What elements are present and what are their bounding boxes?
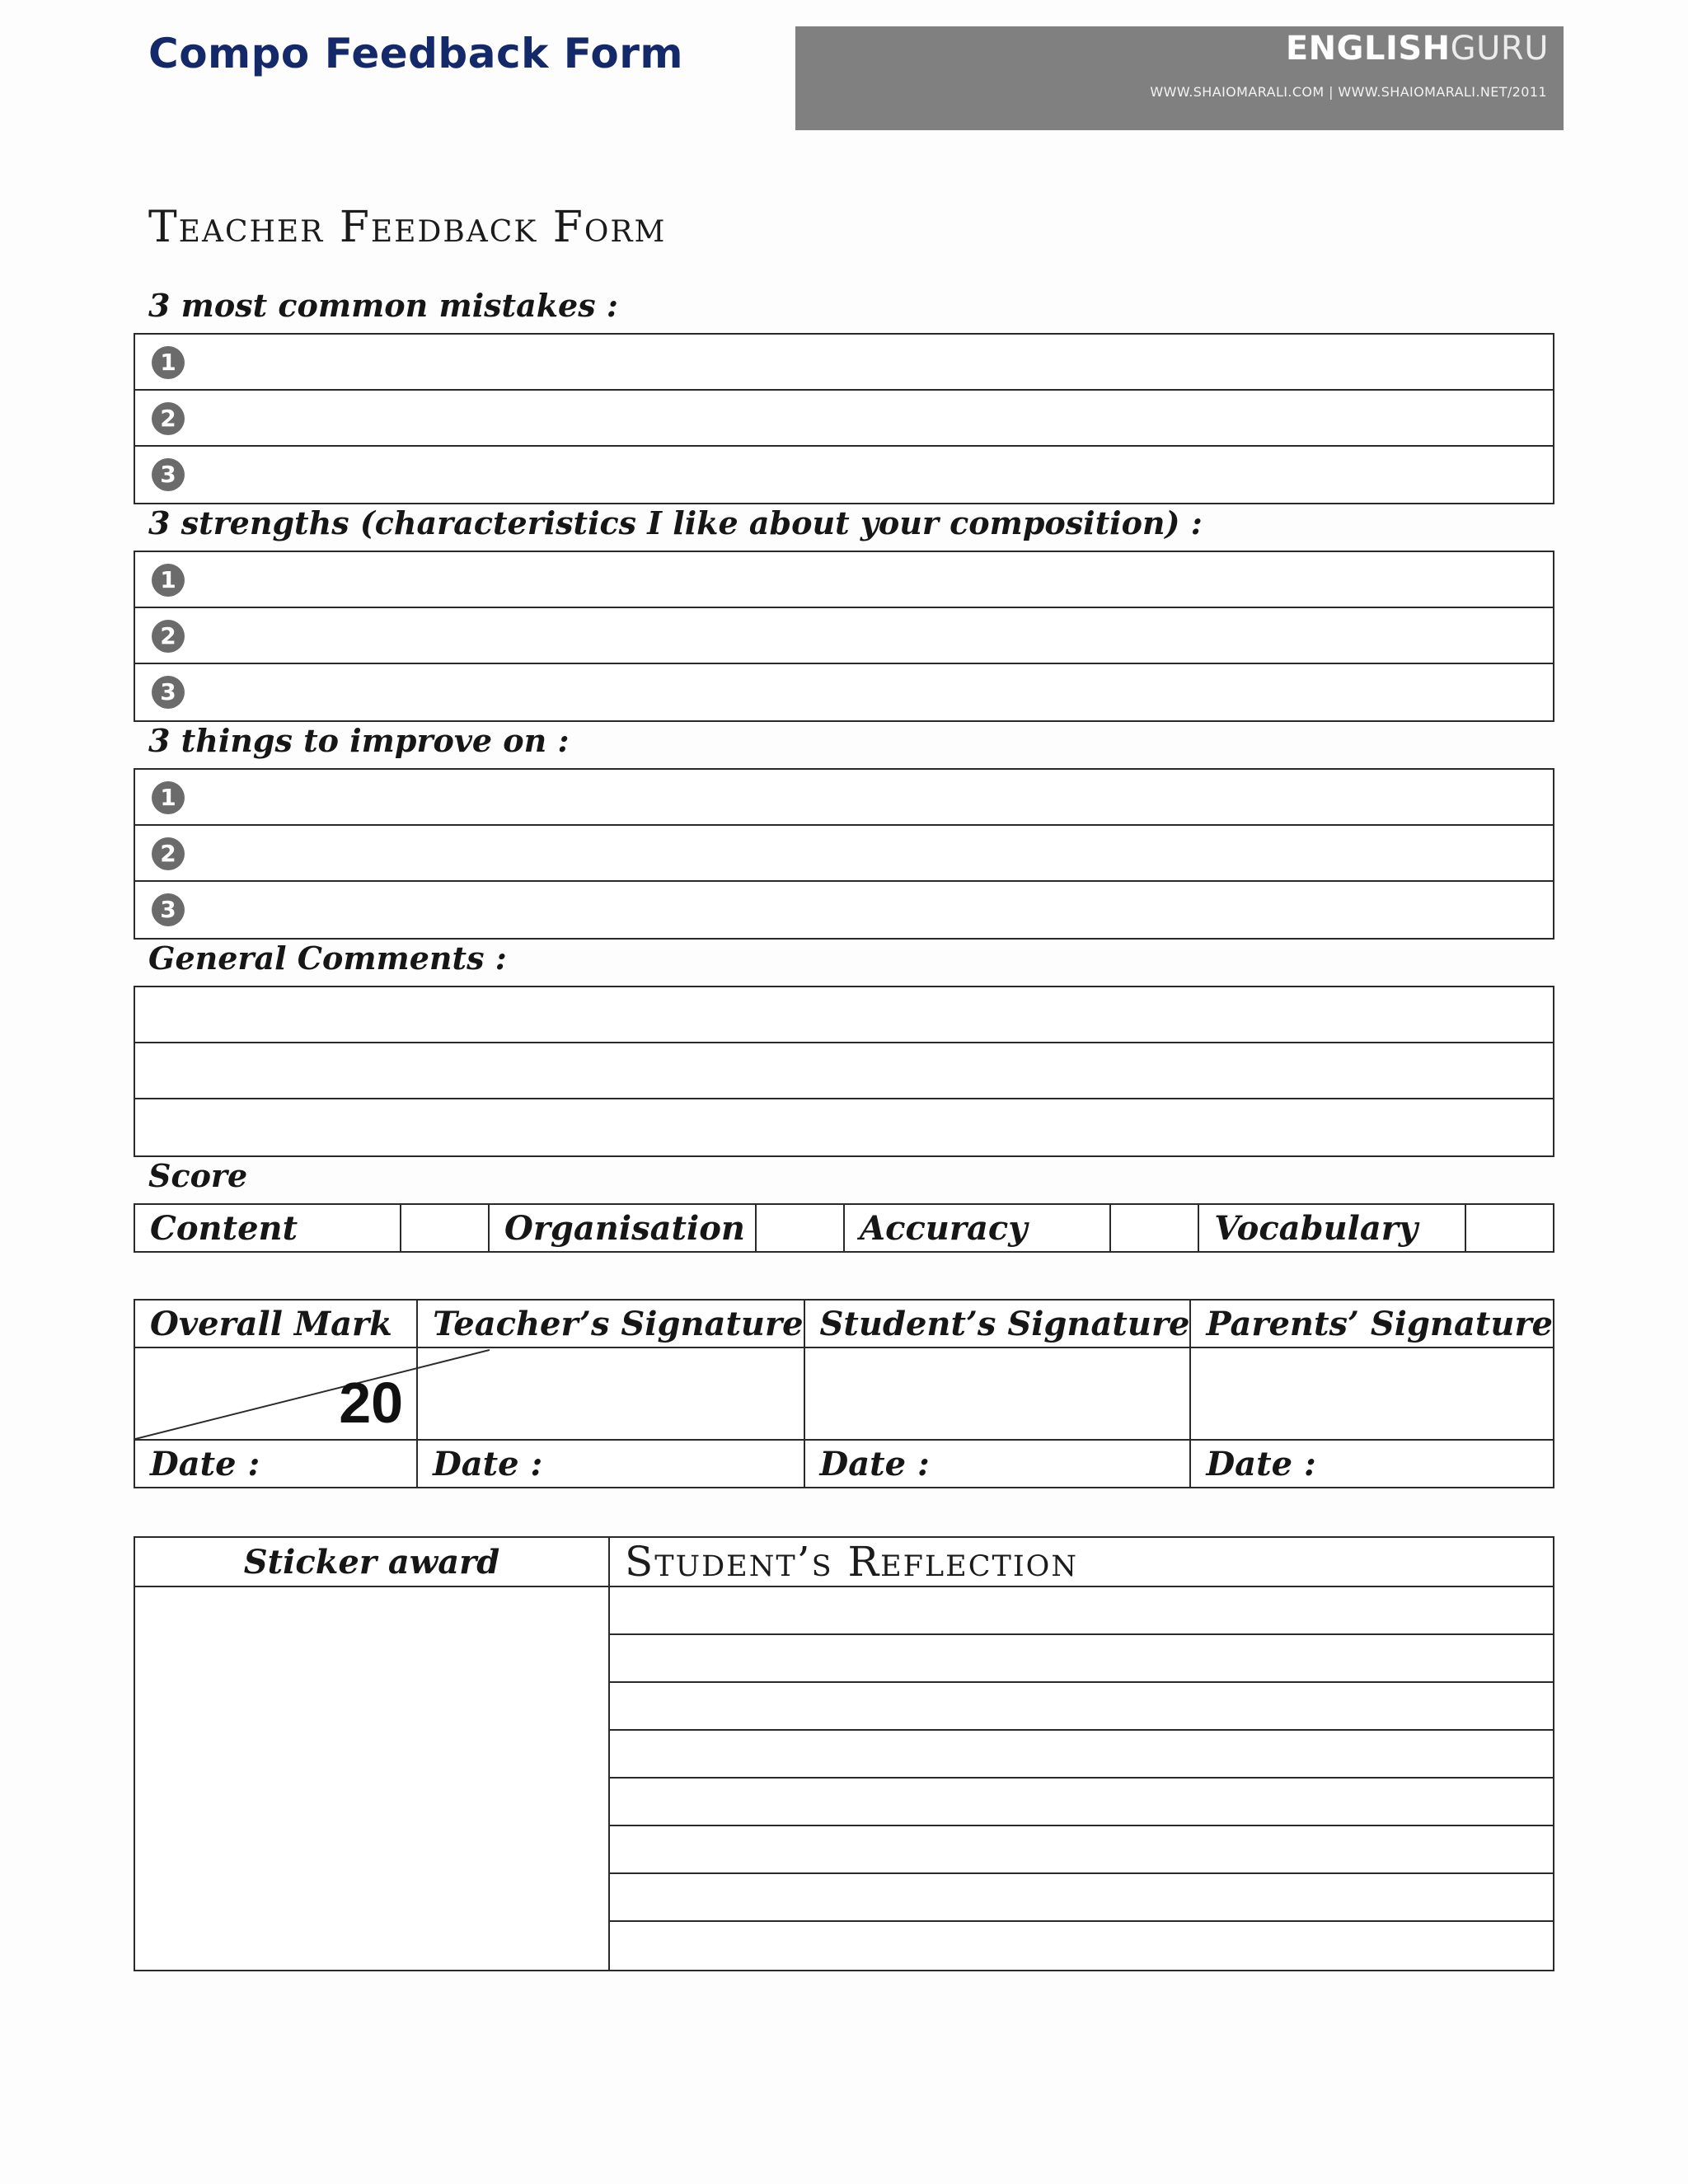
score-table	[134, 1203, 1554, 1253]
score-input[interactable]	[1465, 1204, 1554, 1252]
reflection-line[interactable]	[610, 1826, 1553, 1874]
date-field[interactable]: Date :	[1190, 1440, 1554, 1488]
strengths-label: 3 strengths (characteristics I like about your composition) :	[148, 504, 1203, 541]
overall-mark-field[interactable]	[134, 1347, 417, 1440]
form-heading: Teacher Feedback Form	[148, 203, 667, 252]
improve-row[interactable]	[135, 882, 1553, 938]
mark-diagonal	[135, 1348, 490, 1441]
number-one-icon: 1	[152, 781, 185, 814]
score-category: Accuracy	[844, 1204, 1110, 1252]
document-title: Compo Feedback Form	[148, 30, 684, 77]
strength-row[interactable]	[135, 608, 1553, 664]
reflection-line[interactable]	[610, 1731, 1553, 1779]
mistake-row[interactable]	[135, 391, 1553, 447]
reflection-heading: Student’s Reflection	[609, 1537, 1554, 1586]
parents-signature-label: Parents’ Signature	[1190, 1300, 1554, 1347]
improve-label: 3 things to improve on :	[148, 722, 570, 759]
date-field[interactable]: Date :	[134, 1440, 417, 1488]
score-category: Content	[134, 1204, 401, 1252]
reflection-line[interactable]	[610, 1874, 1553, 1922]
strength-row[interactable]	[135, 664, 1553, 720]
number-two-icon: 2	[152, 837, 185, 870]
mistake-row[interactable]	[135, 447, 1553, 503]
comments-label: General Comments :	[148, 940, 507, 977]
comment-line[interactable]	[135, 987, 1553, 1043]
score-category: Vocabulary	[1198, 1204, 1465, 1252]
improve-row[interactable]	[135, 826, 1553, 882]
comments-box	[134, 986, 1554, 1157]
score-category: Organisation	[489, 1204, 756, 1252]
student-signature-field[interactable]	[804, 1347, 1191, 1440]
number-two-icon: 2	[152, 402, 185, 435]
parents-signature-field[interactable]	[1190, 1347, 1554, 1440]
sticker-area[interactable]	[134, 1586, 609, 1971]
score-label: Score	[148, 1157, 248, 1194]
reflection-line[interactable]	[610, 1922, 1553, 1970]
number-three-icon: 3	[152, 893, 185, 926]
out-of-value: 20	[339, 1371, 404, 1435]
reflection-line[interactable]	[610, 1635, 1553, 1683]
comment-line[interactable]	[135, 1043, 1553, 1099]
score-input[interactable]	[756, 1204, 844, 1252]
number-three-icon: 3	[152, 676, 185, 709]
marks-table	[134, 1299, 1554, 1488]
student-signature-label: Student’s Signature	[804, 1300, 1191, 1347]
strengths-box	[134, 551, 1554, 722]
brand-name: ENGLISHGURU	[1285, 30, 1549, 68]
date-field[interactable]: Date :	[804, 1440, 1191, 1488]
reflection-line[interactable]	[610, 1587, 1553, 1635]
reflection-line[interactable]	[610, 1683, 1553, 1731]
overall-mark-label: Overall Mark	[134, 1300, 417, 1347]
number-one-icon: 1	[152, 346, 185, 379]
number-one-icon: 1	[152, 564, 185, 597]
score-input[interactable]	[1110, 1204, 1198, 1252]
reflection-lines	[609, 1586, 1554, 1971]
comment-line[interactable]	[135, 1099, 1553, 1155]
strength-row[interactable]	[135, 552, 1553, 608]
reflection-line[interactable]	[610, 1779, 1553, 1826]
brand-urls: WWW.SHAIOMARALI.COM | WWW.SHAIOMARALI.NET/2011	[1150, 84, 1547, 100]
number-two-icon: 2	[152, 620, 185, 653]
sticker-award-label: Sticker award	[134, 1537, 609, 1586]
teacher-signature-label: Teacher’s Signature	[417, 1300, 804, 1347]
improve-row[interactable]	[135, 770, 1553, 826]
improve-box	[134, 768, 1554, 940]
number-three-icon: 3	[152, 458, 185, 491]
score-input[interactable]	[401, 1204, 489, 1252]
mistakes-label: 3 most common mistakes :	[148, 287, 618, 324]
date-field[interactable]: Date :	[417, 1440, 804, 1488]
mistakes-box	[134, 333, 1554, 504]
mistake-row[interactable]	[135, 335, 1553, 391]
brand-banner	[795, 26, 1564, 130]
reflection-table	[134, 1536, 1554, 1971]
